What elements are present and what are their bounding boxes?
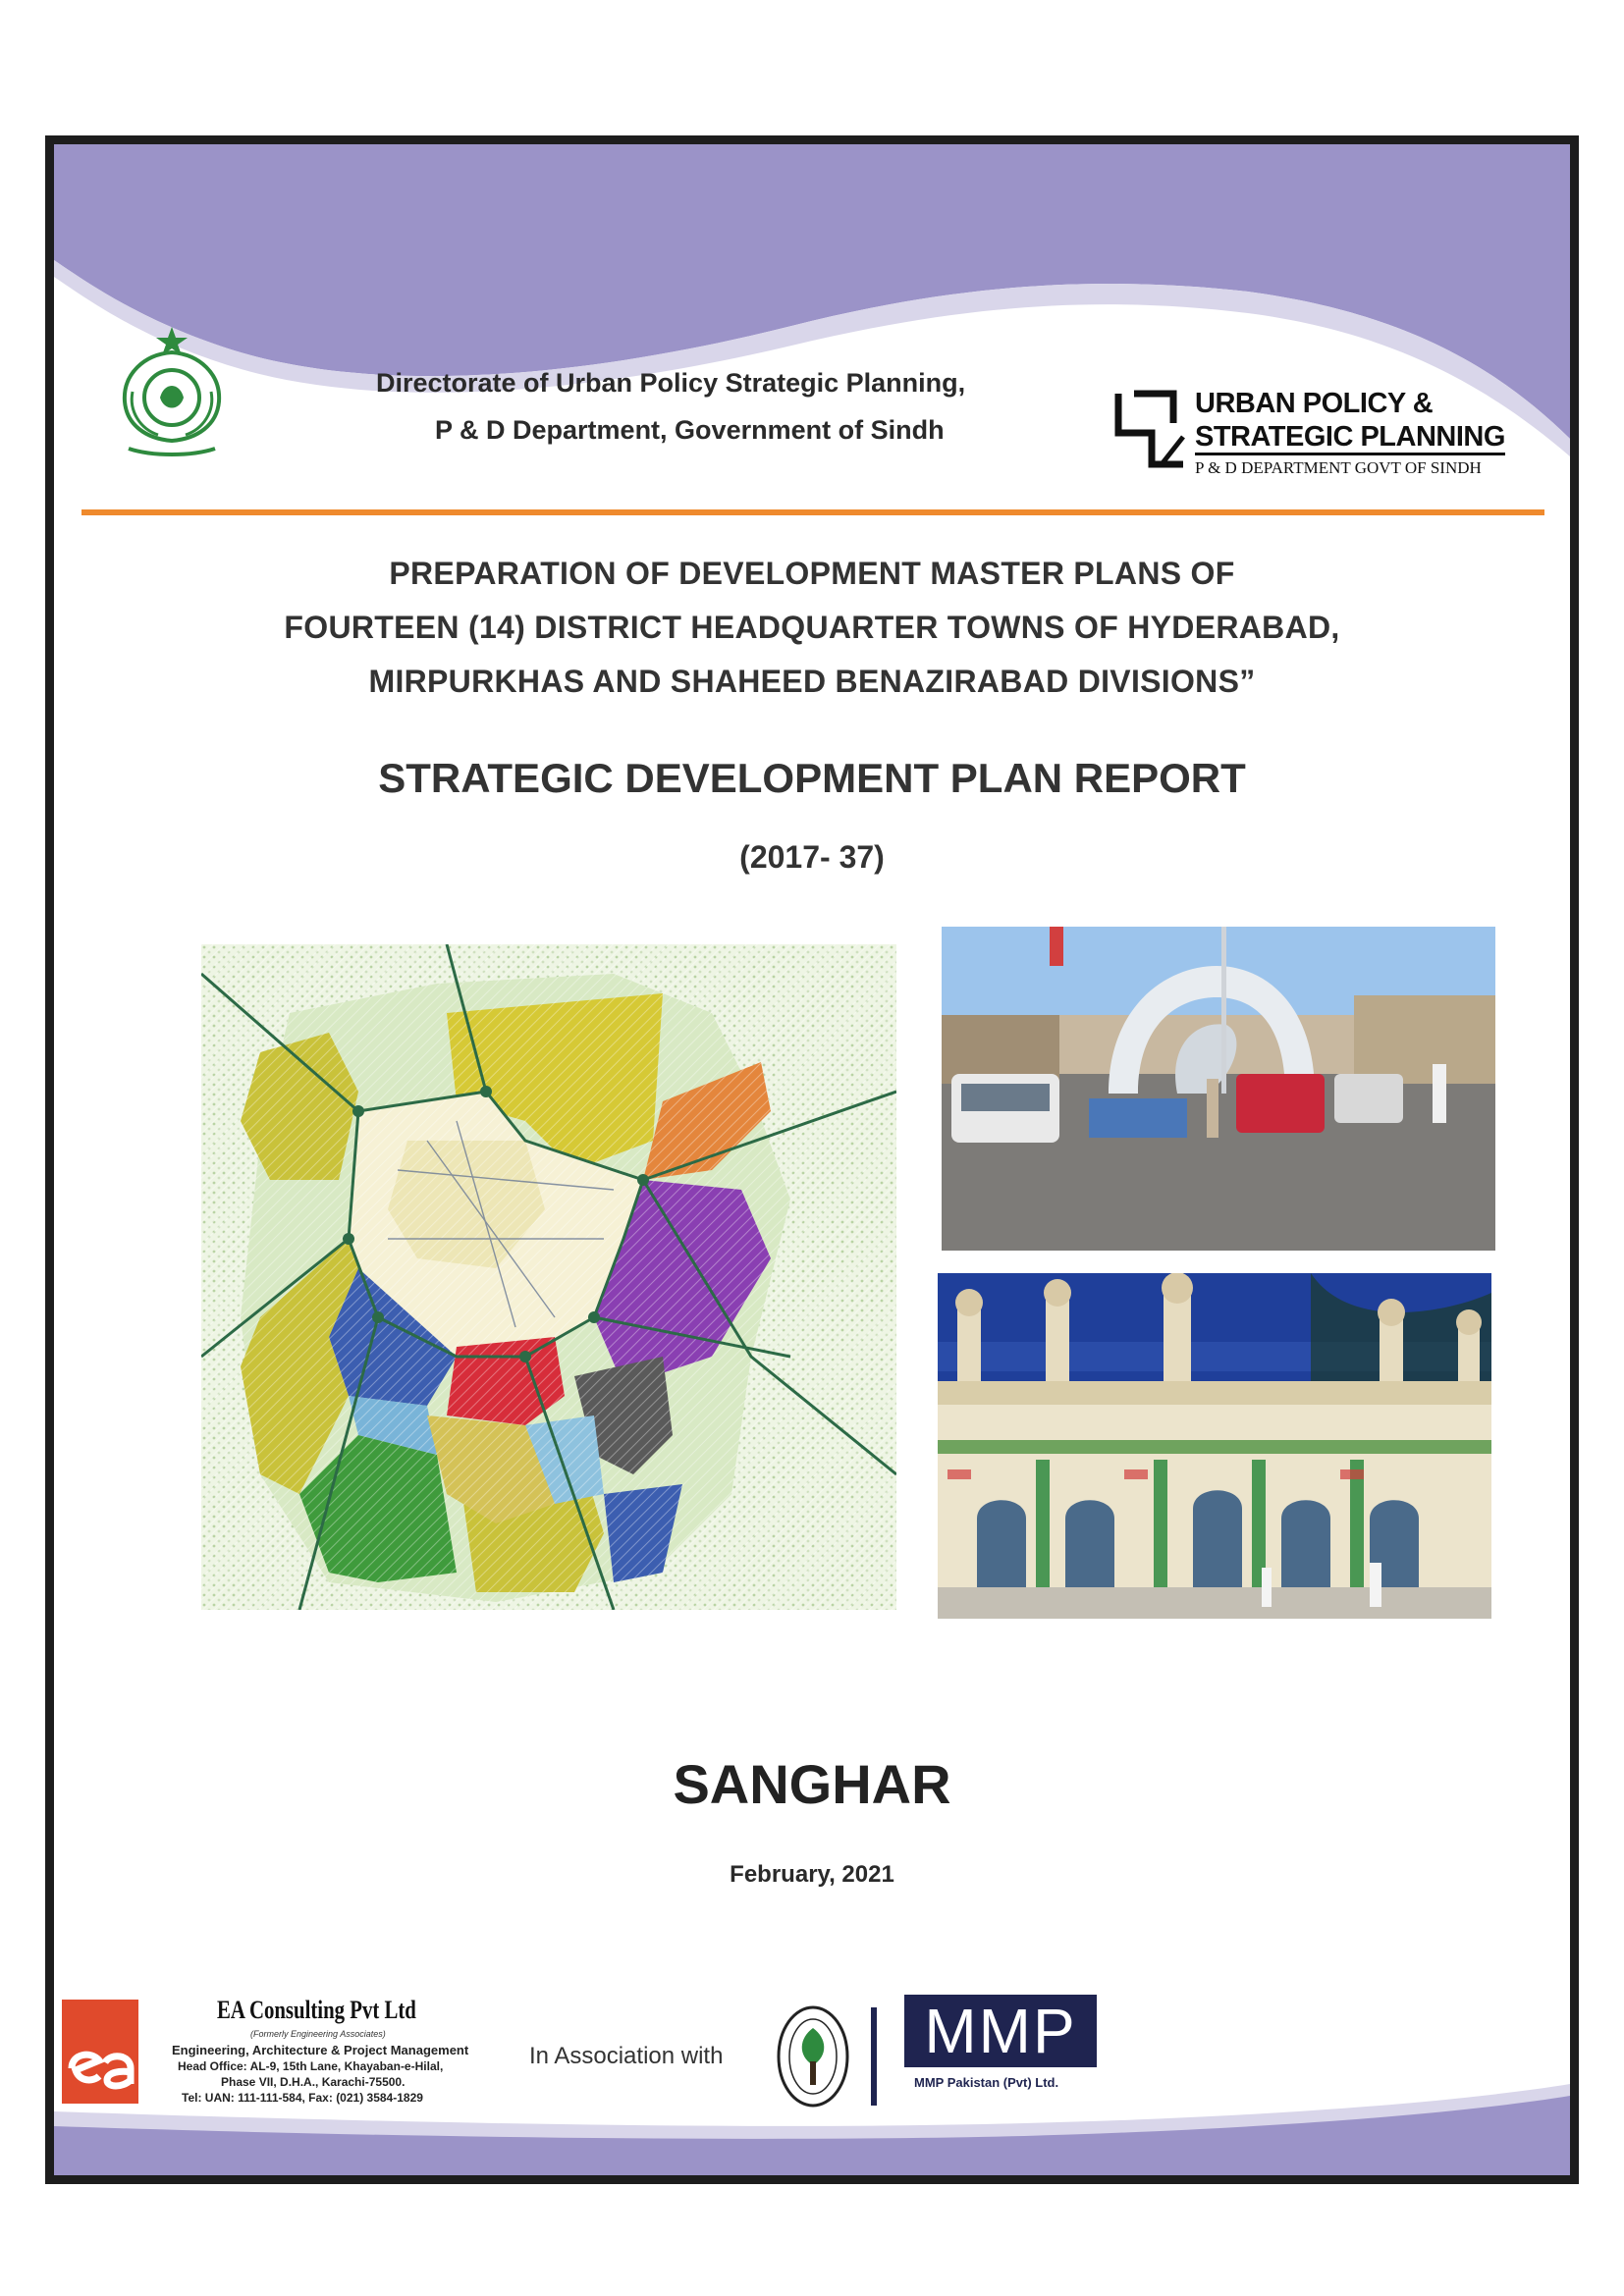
department-name: P & D Department, Government of Sindh: [435, 415, 945, 445]
report-date: February, 2021: [730, 1861, 894, 1888]
mmp-logo: MMP: [904, 1995, 1097, 2067]
urban-logo-title: URBAN POLICY &: [1195, 388, 1434, 419]
ea-address-line-1: Head Office: AL-9, 15th Lane, Khayaban-e-Hilal,: [178, 2059, 444, 2073]
land-use-map-image: [201, 944, 896, 1610]
mmp-company-name: MMP Pakistan (Pvt) Ltd.: [914, 2075, 1059, 2090]
header-divider: [81, 509, 1544, 515]
ea-contact: Tel: UAN: 111-111-584, Fax: (021) 3584-1829: [182, 2091, 423, 2105]
sindh-government-emblem-icon: [113, 323, 231, 460]
project-title-line-1: PREPARATION OF DEVELOPMENT MASTER PLANS OF: [389, 556, 1235, 591]
project-title-line-2: FOURTEEN (14) DISTRICT HEADQUARTER TOWNS OF HYDERABAD,: [284, 610, 1340, 645]
town-name: SANGHAR: [673, 1753, 951, 1815]
project-title: [54, 547, 1570, 709]
project-title-line-3: MIRPURKHAS AND SHAHEED BENAZIRABAD DIVISIONS”: [368, 664, 1256, 699]
association-text: In Association with: [529, 2043, 724, 2069]
ea-address-line-2: Phase VII, D.H.A., Karachi-75500.: [221, 2075, 406, 2089]
town-roundabout-photo: [942, 927, 1495, 1251]
urban-policy-logo-icon: [1114, 390, 1187, 468]
report-period: (2017- 37): [739, 839, 885, 875]
urban-logo-subtitle: STRATEGIC PLANNING: [1195, 421, 1505, 455]
report-title: STRATEGIC DEVELOPMENT PLAN REPORT: [378, 755, 1246, 801]
directorate-name: Directorate of Urban Policy Strategic Planning,: [376, 368, 966, 398]
urban-logo-department: P & D DEPARTMENT GOVT OF SINDH: [1195, 458, 1482, 477]
bottom-wave-decoration: [54, 2082, 1570, 2175]
ea-company-name: EA Consulting Pvt Ltd: [217, 1996, 416, 2024]
cover-page-frame: [45, 135, 1579, 2184]
ea-services: Engineering, Architecture & Project Management: [172, 2043, 469, 2057]
mosque-photo: [938, 1273, 1491, 1619]
ea-formerly: (Formerly Engineering Associates): [250, 2029, 386, 2039]
